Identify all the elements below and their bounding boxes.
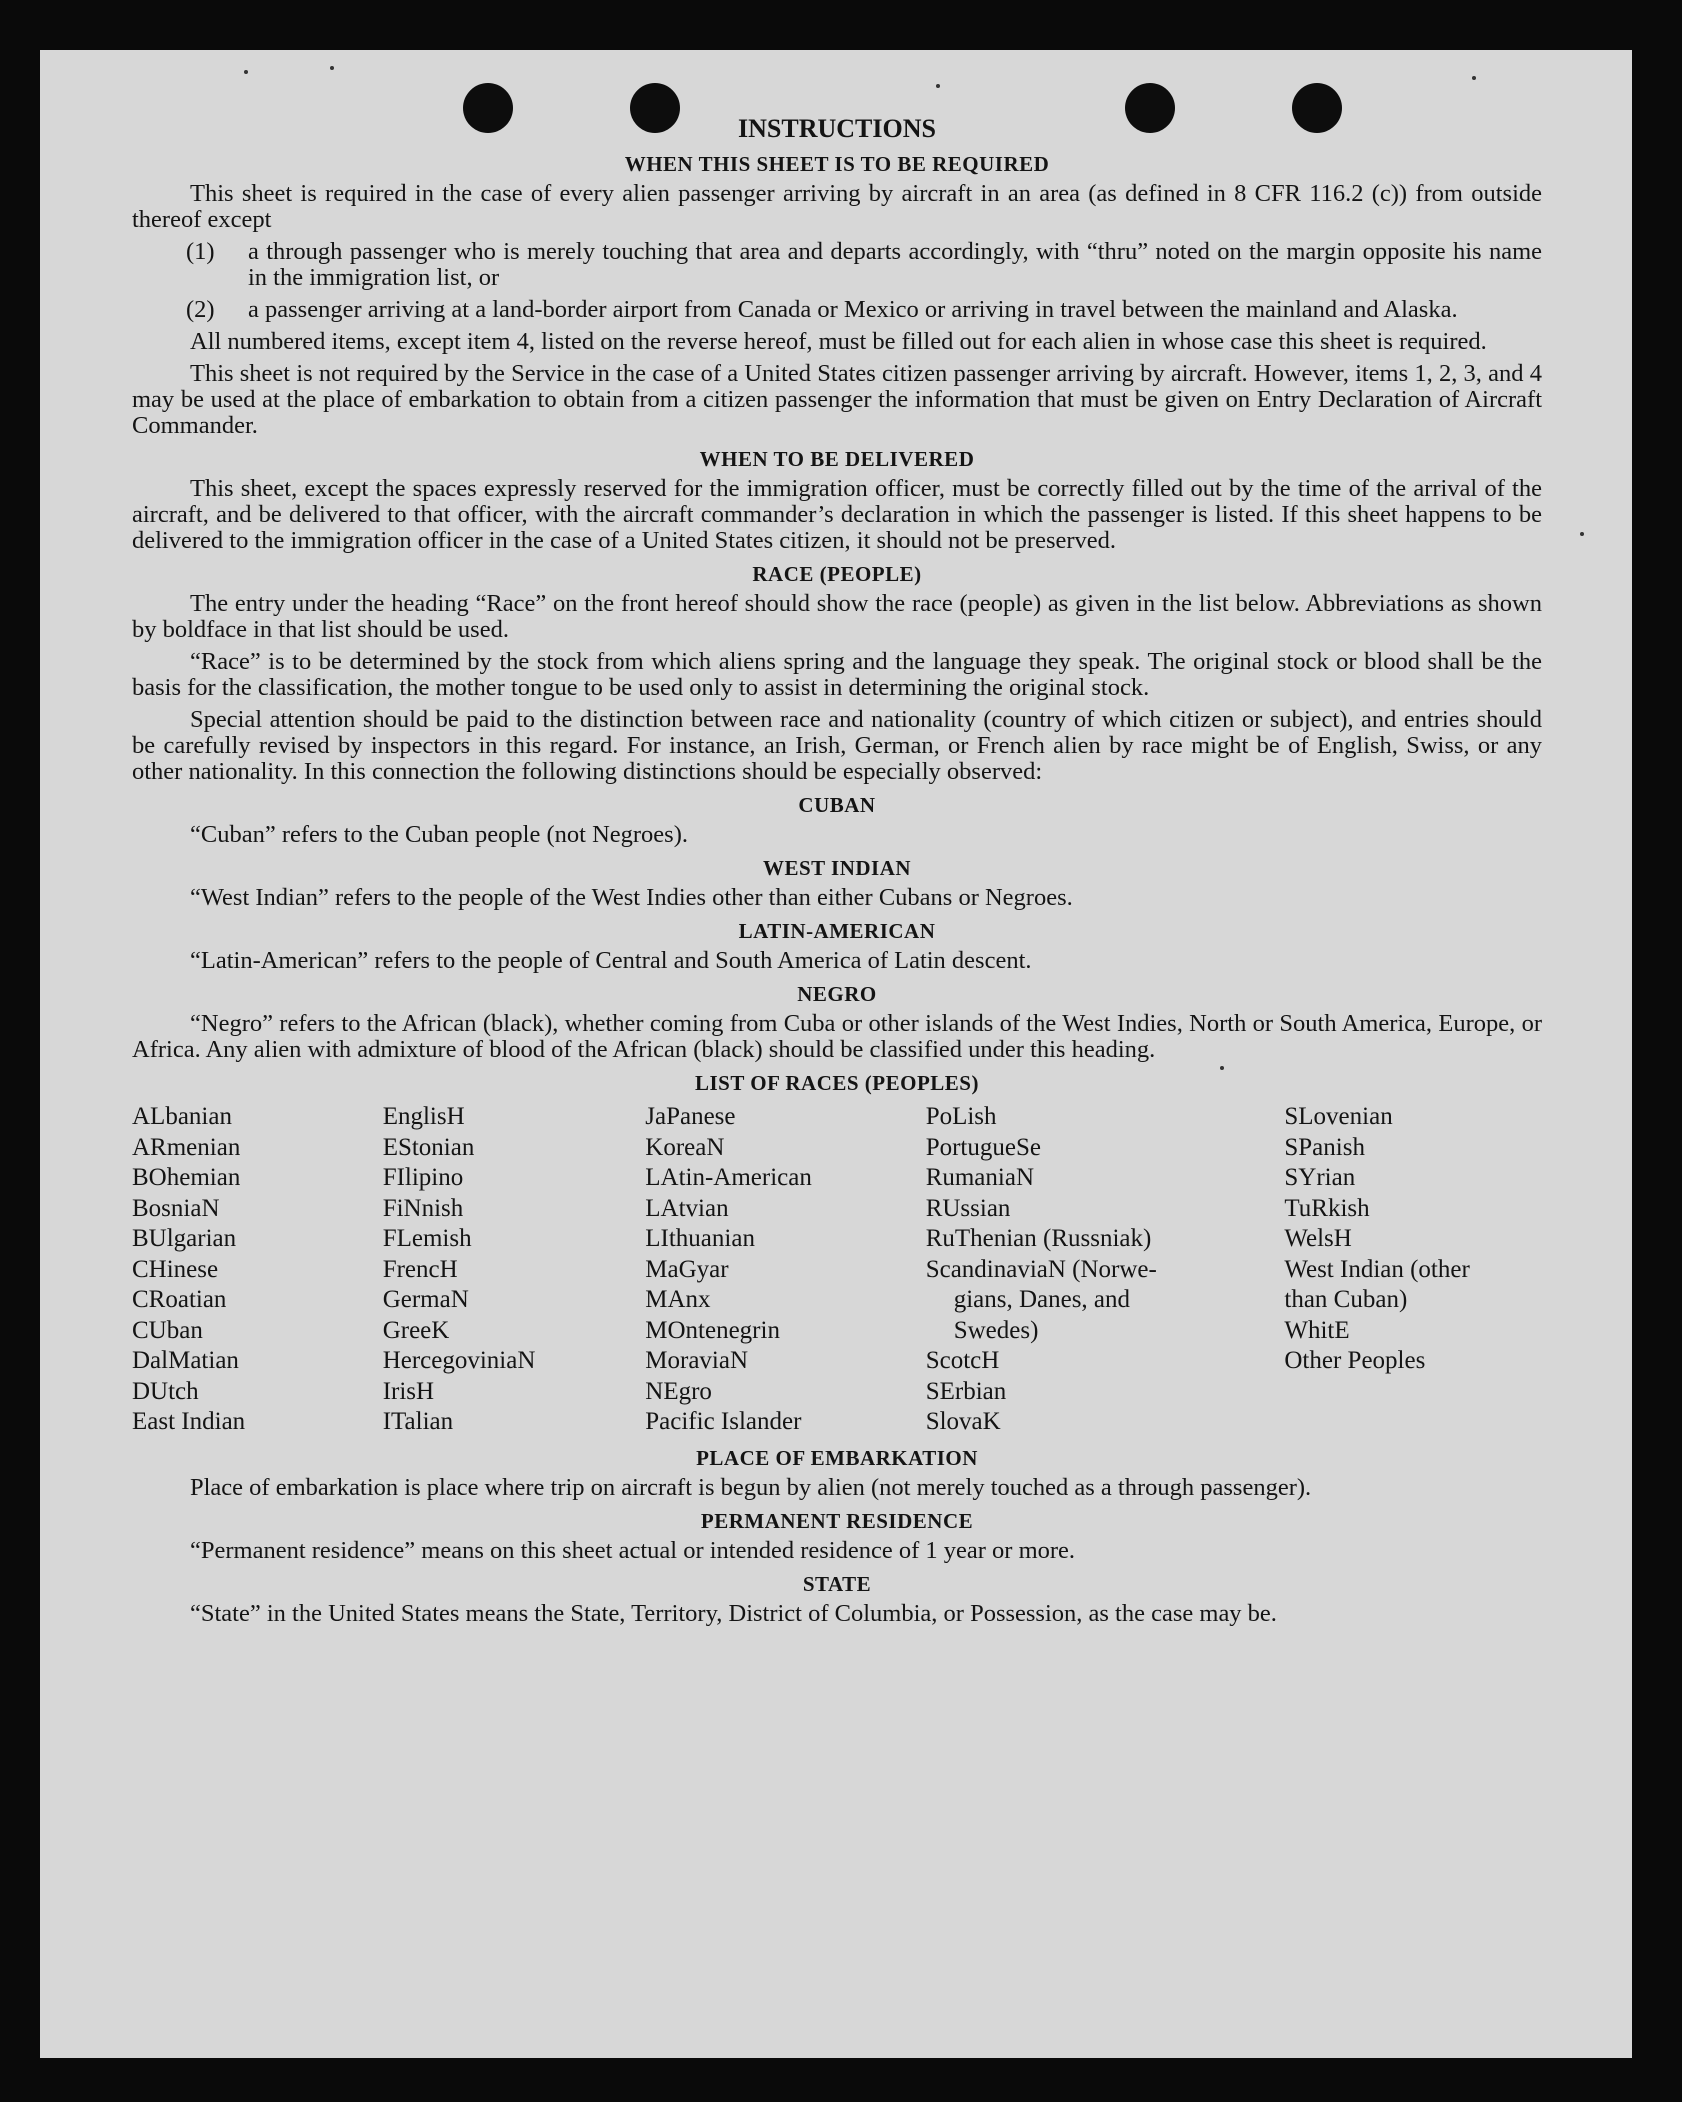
heading-when-delivered: WHEN TO BE DELIVERED [699,447,975,471]
heading-latin-american: LATIN-AMERICAN [738,919,936,943]
punch-hole-4 [1292,83,1342,133]
race-item: SYrian [1284,1164,1356,1191]
race-item: CUban [132,1316,203,1344]
races-column-3 [645,1102,925,1438]
race-item: FiNnish [382,1194,464,1222]
paragraph-latin-american: “Latin-American” refers to the people of Central and South America of Latin descent. [190,947,1032,974]
race-item: KoreaN [645,1133,725,1161]
item-text: a through passenger who is merely touching that area and departs accordingly, with “thru” noted on the margin opposite his name in the immigration list, or [248,238,1542,291]
paragraph-negro: “Negro” refers to the African (black), whether coming from Cuba or other islands of the West Indies, North or South America, Europe, or Africa. Any alien with admixture of blood of the African (black) should be classified under this heading. [132,1010,1542,1063]
punch-hole-2 [630,83,680,133]
heading-when-required: WHEN THIS SHEET IS TO BE REQUIRED [624,152,1050,176]
race-item: ARmenian [132,1133,241,1161]
race-item: BosniaN [132,1194,220,1222]
race-item: ITalian [382,1408,454,1435]
race-item: DUtch [132,1377,199,1405]
paragraph-race-1: The entry under the heading “Race” on the front hereof should show the race (people) as given in the list below. Abbreviations as shown by boldface in that list should be used. [132,590,1542,643]
race-item: NEgro [645,1377,712,1405]
race-item-continued: than Cuban) [1284,1286,1408,1313]
paragraph-race-3: Special attention should be paid to the distinction between race and nationality (country of which citizen or subject), and entries should be carefully revised by inspectors in this regard. For instance, an Irish, German, or French alien by race might be of English, Swiss, or any other nationality. In this connection the following distinctions should be especially observed: [132,706,1542,785]
races-column-1 [132,1102,383,1438]
race-item: ScandinaviaN (Norwe- [925,1255,1157,1283]
races-column-5 [1284,1102,1542,1438]
race-item: ALbanian [132,1103,232,1130]
race-item: LAtin-American [645,1164,812,1191]
races-list [132,1102,1542,1438]
race-item: SlovaK [925,1408,1001,1435]
races-column-4 [926,1102,1285,1438]
race-item: Other Peoples [1284,1347,1426,1374]
numbered-item-2 [132,297,1542,323]
race-item: FLemish [382,1225,472,1252]
item-text: a passenger arriving at a land-border airport from Canada or Mexico or arriving in travel between the mainland and Alaska. [248,296,1458,323]
race-item: HercegoviniaN [382,1347,536,1374]
numbered-item-1 [132,239,1542,291]
race-item-continued: gians, Danes, and [953,1286,1131,1313]
race-item: BOhemian [132,1164,241,1191]
race-item: EnglisH [382,1103,465,1130]
race-item: GermaN [382,1286,469,1313]
punch-hole-1 [463,83,513,133]
race-item: SPanish [1284,1133,1365,1161]
race-item: FrencH [382,1255,458,1283]
heading-place-of-embarkation: PLACE OF EMBARKATION [696,1445,978,1470]
race-item: MoraviaN [645,1347,749,1374]
race-item: RumaniaN [925,1164,1035,1191]
paragraph-residence: “Permanent residence” means on this sheet actual or intended residence of 1 year or more. [190,1536,1076,1564]
race-item: GreeK [382,1316,450,1344]
heading-race: RACE (PEOPLE) [752,562,922,586]
race-item: West Indian (other [1284,1255,1470,1283]
races-column-2 [383,1102,646,1438]
race-item: LAtvian [645,1194,729,1222]
paragraph-race-2: “Race” is to be determined by the stock from which aliens spring and the language they speak. The original stock or blood shall be the basis for the classification, the mother tongue to be used only to assist in determining the original stock. [132,648,1542,701]
paragraph-state: “State” in the United States means the State, Territory, District of Columbia, or Possession, as the case may be. [190,1599,1277,1627]
race-item: SErbian [925,1377,1007,1405]
race-item: PoLish [925,1103,997,1130]
race-item: MAnx [645,1286,711,1313]
race-item: EStonian [382,1133,475,1161]
heading-negro: NEGRO [797,982,877,1006]
document-page [40,50,1632,2058]
race-item: CHinese [132,1255,219,1283]
heading-west-indian: WEST INDIAN [762,856,912,880]
race-item: CRoatian [132,1286,227,1313]
race-item: PortugueSe [925,1133,1041,1161]
race-item: DalMatian [132,1347,239,1374]
punch-hole-3 [1125,83,1175,133]
heading-state: STATE [802,1571,872,1596]
race-item: Pacific Islander [645,1408,802,1435]
race-item: IrisH [382,1377,435,1405]
paragraph-embarkation: Place of embarkation is place where trip on aircraft is begun by alien (not merely touched as a through passenger). [190,1473,1312,1501]
race-item: WelsH [1284,1225,1352,1252]
item-number: (2) [186,296,215,323]
paragraph-numbered-items: All numbered items, except item 4, listed on the reverse hereof, must be filled out for each alien in whose case this sheet is required. [190,328,1487,355]
race-item: SLovenian [1284,1103,1393,1130]
race-item: RuThenian (Russniak) [925,1225,1152,1252]
race-item: WhitE [1284,1316,1350,1344]
heading-list-of-races: LIST OF RACES (PEOPLES) [695,1071,979,1095]
page-title: INSTRUCTIONS [738,114,936,143]
paragraph-intro: This sheet is required in the case of every alien passenger arriving by aircraft in an area (as defined in 8 CFR 116.2 (c)) from outside thereof except [132,180,1542,233]
paragraph-delivered: This sheet, except the spaces expressly reserved for the immigration officer, must be correctly filled out by the time of the arrival of the aircraft, and be delivered to that officer, with the aircraft commander’s declaration in which the passenger is listed. If this sheet happens to be delivered to the immigration officer in the case of a United States citizen, it should not be preserved. [132,475,1542,554]
race-item: MaGyar [645,1255,729,1283]
heading-permanent-residence: PERMANENT RESIDENCE [700,1508,974,1533]
paragraph-west-indian: “West Indian” refers to the people of the West Indies other than either Cubans or Negroes. [190,884,1073,911]
heading-cuban: CUBAN [798,793,876,817]
race-item: MOntenegrin [645,1316,780,1344]
paragraph-cuban: “Cuban” refers to the Cuban people (not Negroes). [190,821,688,848]
race-item: BUlgarian [132,1225,237,1252]
item-number: (1) [186,238,215,265]
race-item: ScotcH [925,1347,1000,1374]
race-item: JaPanese [645,1103,736,1130]
race-item: RUssian [925,1194,1011,1222]
race-item-continued: Swedes) [953,1316,1039,1344]
race-item: East Indian [132,1408,246,1435]
paragraph-citizen: This sheet is not required by the Service in the case of a United States citizen passenger arriving by aircraft. However, items 1, 2, 3, and 4 may be used at the place of embarkation to obtain from a citizen passenger the information that must be given on Entry Declaration of Aircraft Commander. [132,360,1542,439]
race-item: LIthuanian [645,1225,755,1252]
race-item: FIlipino [382,1164,464,1191]
race-item: TuRkish [1284,1194,1370,1222]
